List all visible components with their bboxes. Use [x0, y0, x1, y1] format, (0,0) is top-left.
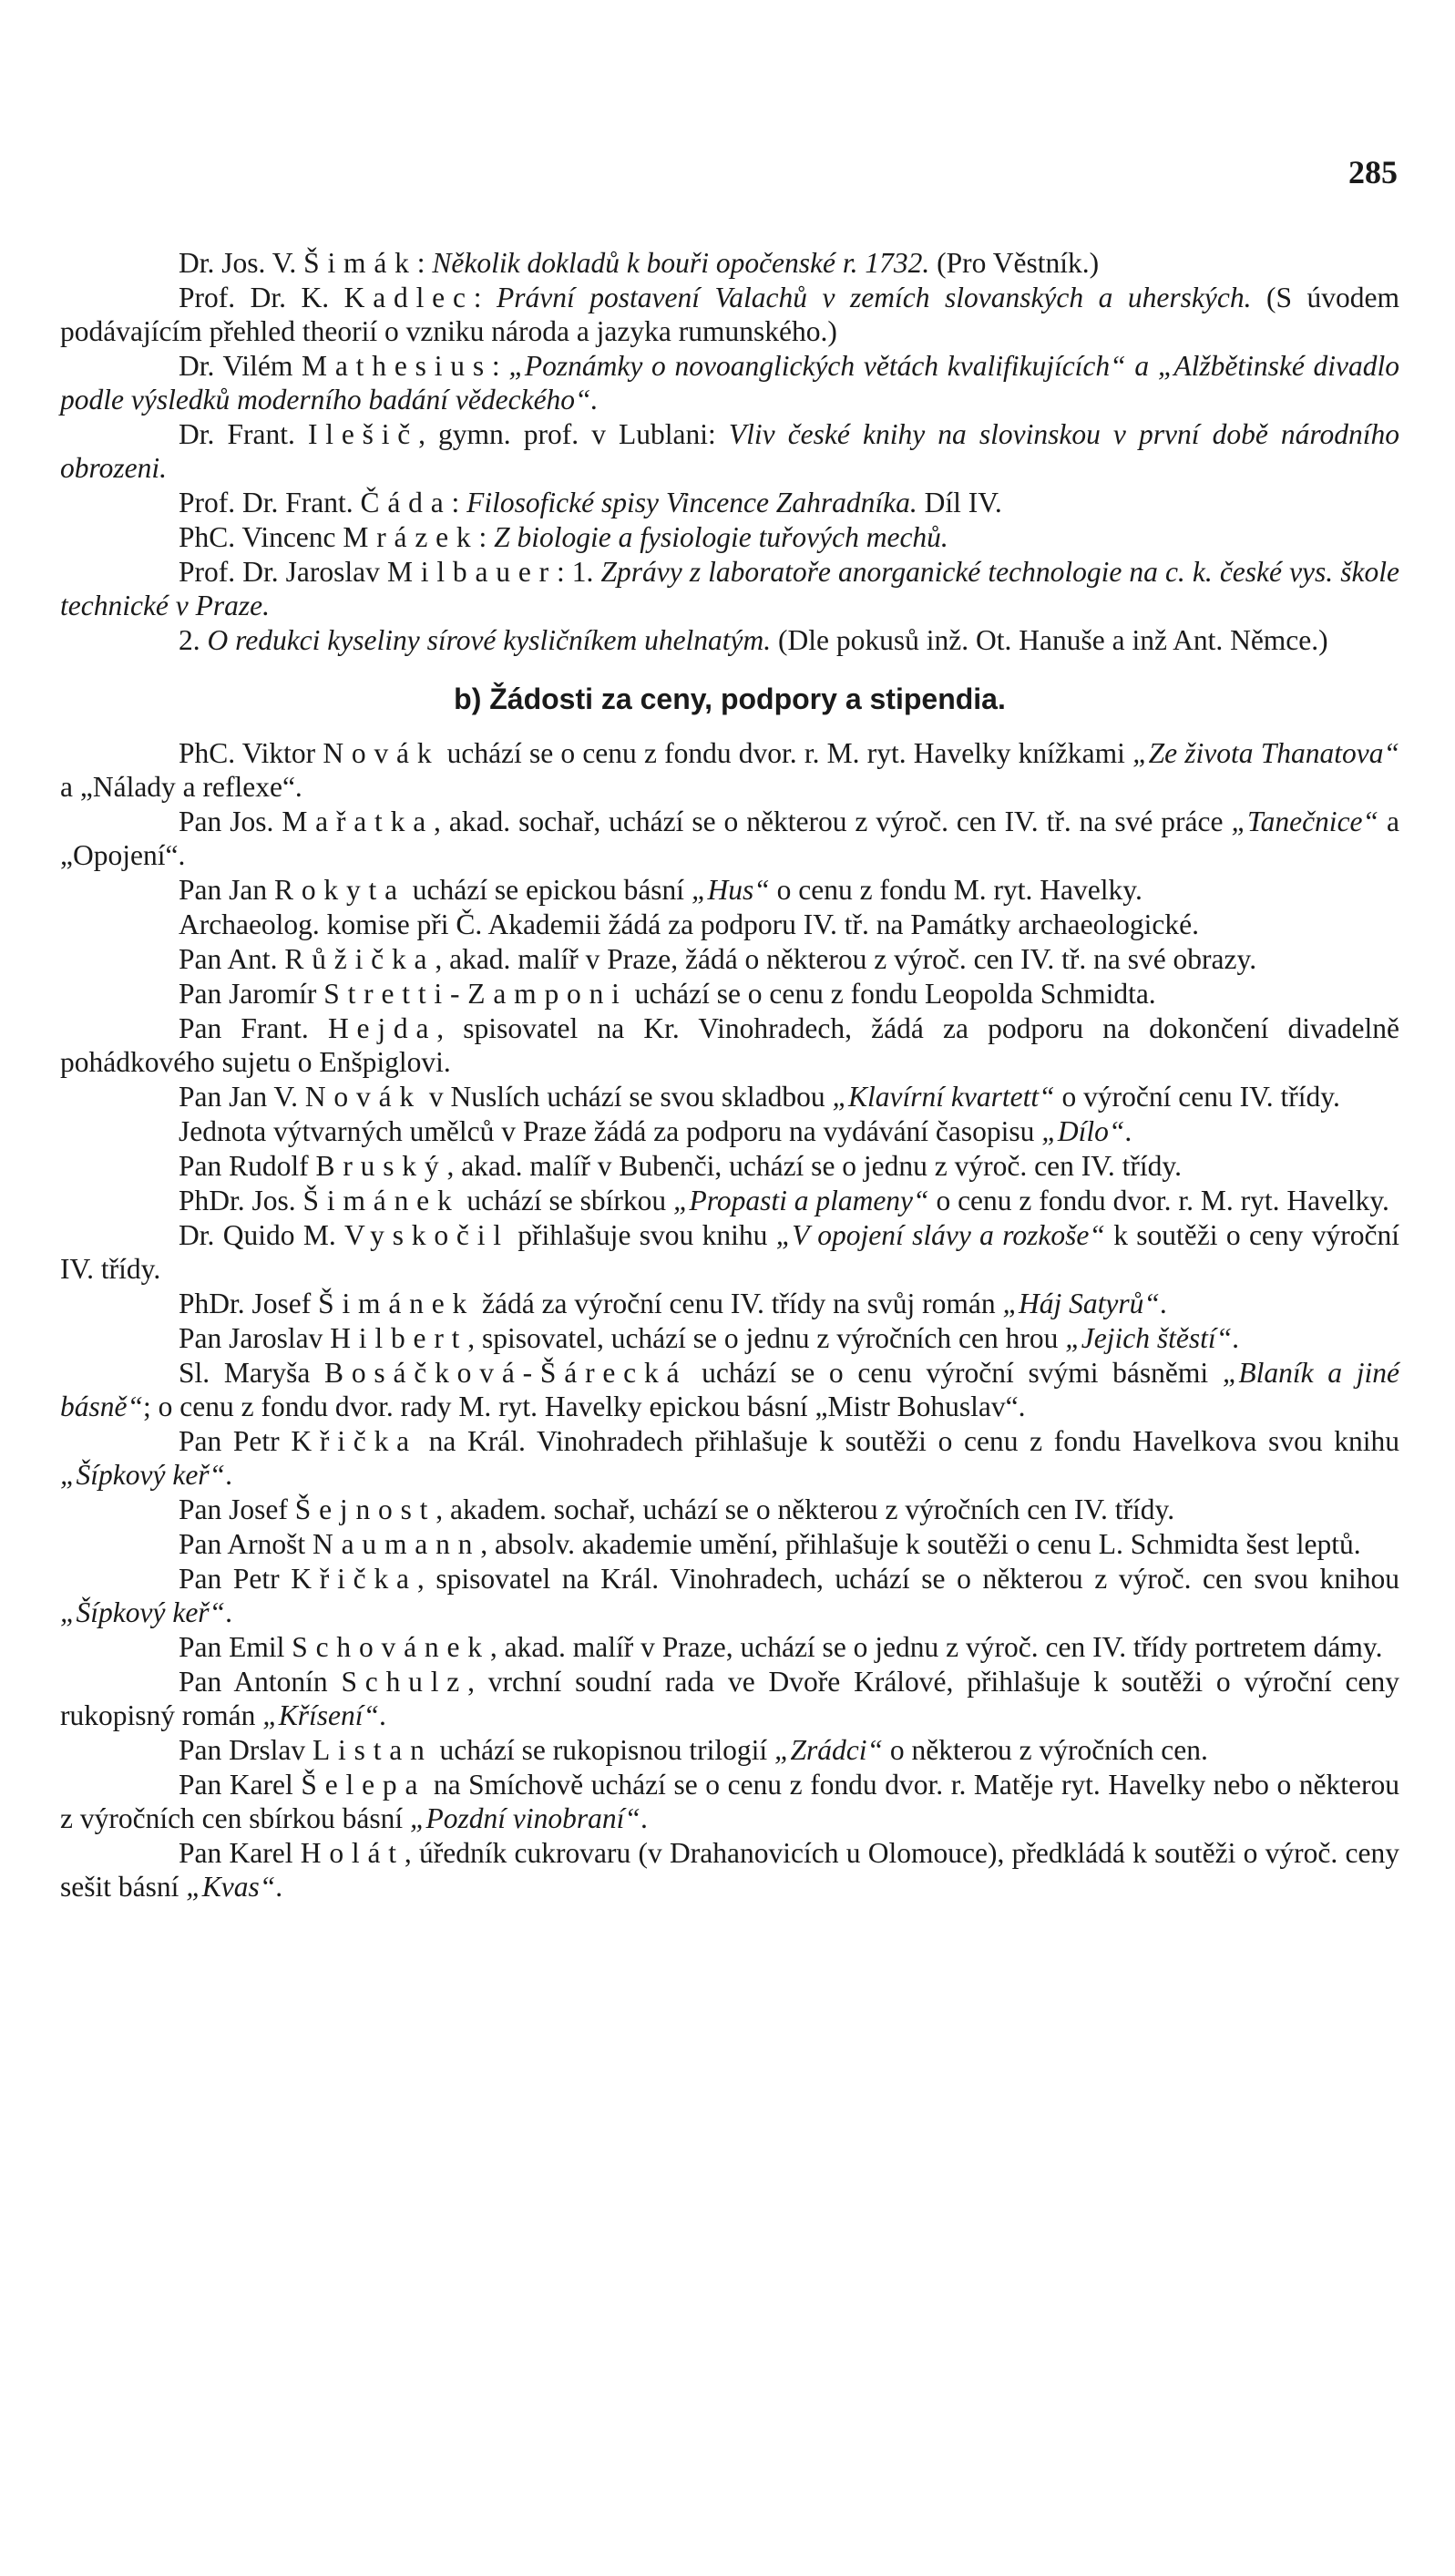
- entry-prefix: Pan Drslav: [179, 1734, 313, 1766]
- work-title: „Hus“: [691, 874, 770, 906]
- entry-text: :: [416, 247, 433, 279]
- entry-text: uchází se epickou básní: [405, 874, 692, 906]
- entry: [60, 1630, 1399, 1664]
- entry: [60, 873, 1399, 907]
- entry-rest: k soutěži o ceny výroční IV. třídy.: [60, 1219, 1399, 1285]
- work-title: „Zrádci“: [774, 1734, 884, 1766]
- entry-rest: o cenu z fondu M. ryt. Havelky.: [769, 874, 1142, 906]
- work-title: „Křísení“: [262, 1699, 380, 1731]
- entry-rest: .: [225, 1459, 232, 1491]
- entry-text: žádá za výroční cenu IV. třídy na svůj román: [475, 1288, 1003, 1319]
- author-name: Šimánek: [302, 1185, 460, 1216]
- entry-prefix: Pan Arnošt: [179, 1528, 313, 1560]
- entry-text: uchází se rukopisnou trilogií: [432, 1734, 774, 1766]
- entry: [60, 1836, 1399, 1904]
- entry-prefix: Archaeolog. komise při Č. Akademii žádá za podporu IV. tř. na Památky archaeologické.: [179, 908, 1199, 940]
- entry: [60, 908, 1399, 941]
- entry-prefix: Dr. Frant.: [179, 418, 308, 450]
- author-name: Ilešič: [307, 418, 419, 450]
- entry-prefix: Pan Josef: [179, 1493, 295, 1525]
- author-name: Šimánek: [318, 1288, 476, 1319]
- entry-prefix: Pan Jaromír: [179, 978, 324, 1010]
- author-name: Křička: [291, 1425, 417, 1457]
- entry-prefix: Sl. Maryša: [179, 1357, 325, 1389]
- entry-text: :: [473, 282, 497, 313]
- entry-prefix: PhC. Vincenc: [179, 521, 343, 553]
- entry: [60, 1321, 1399, 1355]
- entry-text: :: [451, 487, 467, 518]
- work-title: Vliv české knihy na slovinskou v první době národního obrozeni.: [60, 418, 1400, 484]
- entry-text: , akad. malíř v Bubenči, uchází se o jednu z výroč. cen IV. třídy.: [446, 1150, 1182, 1182]
- entry-rest: (Pro Věstník.): [929, 247, 1100, 279]
- entry-rest: o některou z výročních cen.: [883, 1734, 1208, 1766]
- entry-rest: .: [1124, 1115, 1132, 1147]
- entry-prefix: Prof. Dr. Frant.: [179, 487, 361, 518]
- section-b-list: [60, 736, 1399, 1904]
- work-title: Právní postavení Valachů v zemích slovanských a uherských.: [497, 282, 1252, 313]
- entry-rest: o výroční cenu IV. třídy.: [1054, 1081, 1340, 1113]
- work-title: „Kvas“: [186, 1871, 276, 1903]
- entry-prefix: Pan Jos.: [179, 806, 282, 837]
- work-title: „V opojení slávy a rozkoše“: [775, 1219, 1105, 1251]
- entry: [60, 417, 1399, 485]
- author-name: Šelepa: [301, 1769, 426, 1801]
- entry-text: , absolv. akademie umění, přihlašuje k soutěži o cenu L. Schmidta šest leptů.: [480, 1528, 1361, 1560]
- entry-prefix: Pan Jan: [179, 874, 274, 906]
- entry: [60, 1011, 1399, 1079]
- entry-rest: (Dle pokusů inž. Ot. Hanuše a inž Ant. Němce.): [771, 624, 1328, 656]
- entry-prefix: Dr. Jos. V.: [179, 247, 304, 279]
- entry-text: , spisovatel na Král. Vinohradech, uchází se o některou z výroč. cen svou knihou: [416, 1563, 1399, 1595]
- entry-text: :: [478, 521, 495, 553]
- entry-rest: .: [1232, 1322, 1239, 1354]
- entry: [60, 1493, 1399, 1526]
- author-name: Novák: [323, 737, 440, 769]
- entry: [60, 977, 1399, 1011]
- entry: [60, 1527, 1399, 1561]
- author-name: Bosáčková-Šárecká: [324, 1357, 688, 1389]
- entry: [60, 555, 1399, 622]
- work-title: „Propasti a plameny“: [672, 1185, 929, 1216]
- entry-text: :: [491, 350, 509, 382]
- entry-rest: .: [379, 1699, 386, 1731]
- entry-text: na Smíchově uchází se o cenu z fondu dvor. r. Matěje ryt. Havelky nebo o některou z výročních cen sbírkou básní: [60, 1769, 1400, 1834]
- entry-prefix: Dr. Vilém: [179, 350, 302, 382]
- entry: [60, 1080, 1399, 1114]
- entry: [60, 623, 1399, 657]
- entry: [60, 805, 1399, 872]
- work-title: „Dílo“: [1041, 1115, 1125, 1147]
- work-title: „Pozdní vinobraní“: [410, 1802, 640, 1834]
- entry-prefix: Prof. Dr. Jaroslav: [179, 556, 387, 588]
- entry-text: uchází se sbírkou: [459, 1185, 673, 1216]
- work-title: „Jejich štěstí“: [1065, 1322, 1233, 1354]
- entry-prefix: Dr. Quido M.: [179, 1219, 345, 1251]
- entry-prefix: Prof. Dr. K.: [179, 282, 344, 313]
- author-name: Šimák: [303, 247, 417, 279]
- author-name: Novák: [304, 1081, 422, 1113]
- work-title: Zprávy z laboratoře anorganické technologie na c. k. české vys. škole technické v Praze.: [60, 556, 1399, 621]
- work-title: Z biologie a fysiologie tuřových mechů.: [494, 521, 948, 553]
- author-name: Mathesius: [302, 350, 492, 382]
- author-name: Schovánek: [292, 1631, 490, 1663]
- entry: [60, 246, 1399, 280]
- entry: [60, 1562, 1399, 1629]
- entry-rest: (S úvodem podávajícím přehled theorií o vzniku národa a jazyka rumunského.): [60, 282, 1399, 347]
- author-name: Růžička: [284, 943, 435, 975]
- entry: [60, 1665, 1399, 1732]
- entry-rest: .: [640, 1802, 648, 1834]
- entry-text: , akad. malíř v Praze, žádá o některou z výroč. cen IV. tř. na své obrazy.: [435, 943, 1257, 975]
- entry: [60, 486, 1399, 519]
- entry-text: : 1.: [556, 556, 601, 588]
- entry: [60, 1733, 1399, 1767]
- entry: [60, 736, 1399, 804]
- entry-prefix: 2.: [179, 624, 208, 656]
- entry: [60, 349, 1399, 416]
- entry-text: , gymn. prof. v Lublani:: [418, 418, 729, 450]
- entry: [60, 1287, 1399, 1320]
- section-a-list: [60, 246, 1399, 657]
- entry-text: přihlašuje svou knihu: [508, 1219, 776, 1251]
- entry-prefix: Pan Karel: [179, 1769, 302, 1801]
- page-content: [60, 246, 1399, 1904]
- entry-text: v Nuslích uchází se svou skladbou: [421, 1081, 833, 1113]
- author-name: Rokyta: [274, 874, 405, 906]
- author-name: Šejnost: [294, 1493, 436, 1525]
- author-name: Mrázek: [343, 521, 479, 553]
- work-title: „Šípkový keř“: [60, 1596, 226, 1628]
- entry-rest: Díl IV.: [917, 487, 1002, 518]
- entry-prefix: PhDr. Jos.: [179, 1185, 303, 1216]
- entry-rest: a „Nálady a reflexe“.: [60, 771, 302, 803]
- author-name: Naumann: [313, 1528, 481, 1560]
- entry-rest: ; o cenu z fondu dvor. rady M. ryt. Havelky epickou básní „Mistr Bohuslav“.: [143, 1391, 1026, 1422]
- work-title: „Poznámky o novoanglických větách kvalifikujících“ a „Alžbětinské divadlo podle výsledků moderního badání vědeckého“.: [60, 350, 1399, 416]
- entry: [60, 1424, 1399, 1492]
- entry-rest: o cenu z fondu dvor. r. M. ryt. Havelky.: [928, 1185, 1389, 1216]
- entry-text: , úředník cukrovaru (v Drahanovicích u Olomouce), předkládá k soutěži o výroč. ceny sešit básní: [60, 1837, 1400, 1903]
- entry-prefix: Pan Jan V.: [179, 1081, 305, 1113]
- entry-text: uchází se o cenu z fondu Leopolda Schmidta.: [627, 978, 1156, 1010]
- entry-prefix: Pan Rudolf: [179, 1150, 316, 1182]
- entry: [60, 1149, 1399, 1183]
- author-name: Stretti-Zamponi: [323, 978, 628, 1010]
- work-title: O redukci kyseliny sírové kysličníkem uhelnatým.: [207, 624, 772, 656]
- entry: [60, 1356, 1399, 1423]
- entry-rest: .: [1159, 1288, 1167, 1319]
- entry-prefix: PhC. Viktor: [179, 737, 323, 769]
- entry-text: na Král. Vinohradech přihlašuje k soutěži o cenu z fondu Havelkova svou knihu: [416, 1425, 1399, 1457]
- entry-text: , akad. malíř v Praze, uchází se o jednu z výroč. cen IV. třídy portretem dámy.: [489, 1631, 1383, 1663]
- section-b-heading: b) Žádosti za ceny, podpory a stipendia.: [454, 682, 1006, 715]
- author-name: Schulz: [341, 1666, 468, 1698]
- page-number: 285: [1348, 154, 1398, 190]
- entry-rest: .: [275, 1871, 283, 1903]
- work-title: „Háj Satyrů“: [1002, 1288, 1160, 1319]
- entry-prefix: Pan Petr: [179, 1425, 292, 1457]
- author-name: Holát: [300, 1837, 405, 1869]
- entry-text: , akadem. sochař, uchází se o některou z výročních cen IV. třídy.: [435, 1493, 1175, 1525]
- entry-prefix: Jednota výtvarných umělců v Praze žádá za podporu na vydávání časopisu: [179, 1115, 1042, 1147]
- author-name: Čáda: [360, 487, 452, 518]
- entry: [60, 520, 1399, 554]
- author-name: Křička: [291, 1563, 417, 1595]
- entry: [60, 1768, 1399, 1835]
- entry: [60, 1114, 1399, 1148]
- entry-prefix: Pan Ant.: [179, 943, 285, 975]
- entry: [60, 281, 1399, 348]
- entry: [60, 942, 1399, 976]
- author-name: Bruský: [315, 1150, 447, 1182]
- author-name: Hilbert: [330, 1322, 468, 1354]
- entry: [60, 1184, 1399, 1217]
- entry-prefix: Pan Karel: [179, 1837, 301, 1869]
- author-name: Vyskočil: [344, 1219, 509, 1251]
- entry-rest: .: [225, 1596, 232, 1628]
- entry-prefix: Pan Frant.: [179, 1012, 328, 1044]
- entry-text: , spisovatel na Kr. Vinohradech, žádá za podporu na dokončení divadelně pohádkového sujetu o Enšpiglovi.: [60, 1012, 1399, 1078]
- entry-prefix: PhDr. Josef: [179, 1288, 319, 1319]
- author-name: Mařatka: [282, 806, 434, 837]
- entry-prefix: Pan Jaroslav: [179, 1322, 331, 1354]
- entry-text: , vrchní soudní rada ve Dvoře Králové, přihlašuje k soutěži o výroční ceny rukopisný román: [60, 1666, 1400, 1731]
- work-title: Několik dokladů k bouři opočenské r. 1732.: [432, 247, 930, 279]
- author-name: Kadlec: [343, 282, 474, 313]
- work-title: Filosofické spisy Vincence Zahradníka.: [466, 487, 917, 518]
- work-title: „Šípkový keř“: [60, 1459, 226, 1491]
- work-title: „Blaník a jiné básně“: [60, 1357, 1399, 1422]
- entry-prefix: Pan Petr: [179, 1563, 292, 1595]
- author-name: Milbauer: [386, 556, 557, 588]
- entry-text: , spisovatel, uchází se o jednu z výročních cen hrou: [467, 1322, 1066, 1354]
- entry-rest: a „Opojení“.: [60, 806, 1399, 871]
- entry-text: uchází se o cenu výroční svými básněmi: [687, 1357, 1223, 1389]
- work-title: „Ze života Thanatova“: [1132, 737, 1399, 769]
- entry-prefix: Pan Emil: [179, 1631, 292, 1663]
- entry-text: , akad. sochař, uchází se o některou z výroč. cen IV. tř. na své práce: [434, 806, 1232, 837]
- entry-text: uchází se o cenu z fondu dvor. r. M. ryt. Havelky knížkami: [439, 737, 1133, 769]
- work-title: „Tanečnice“: [1231, 806, 1379, 837]
- author-name: Listan: [312, 1734, 433, 1766]
- work-title: „Klavírní kvartett“: [832, 1081, 1055, 1113]
- entry: [60, 1218, 1399, 1286]
- author-name: Hejda: [327, 1012, 437, 1044]
- entry-prefix: Pan Antonín: [179, 1666, 342, 1698]
